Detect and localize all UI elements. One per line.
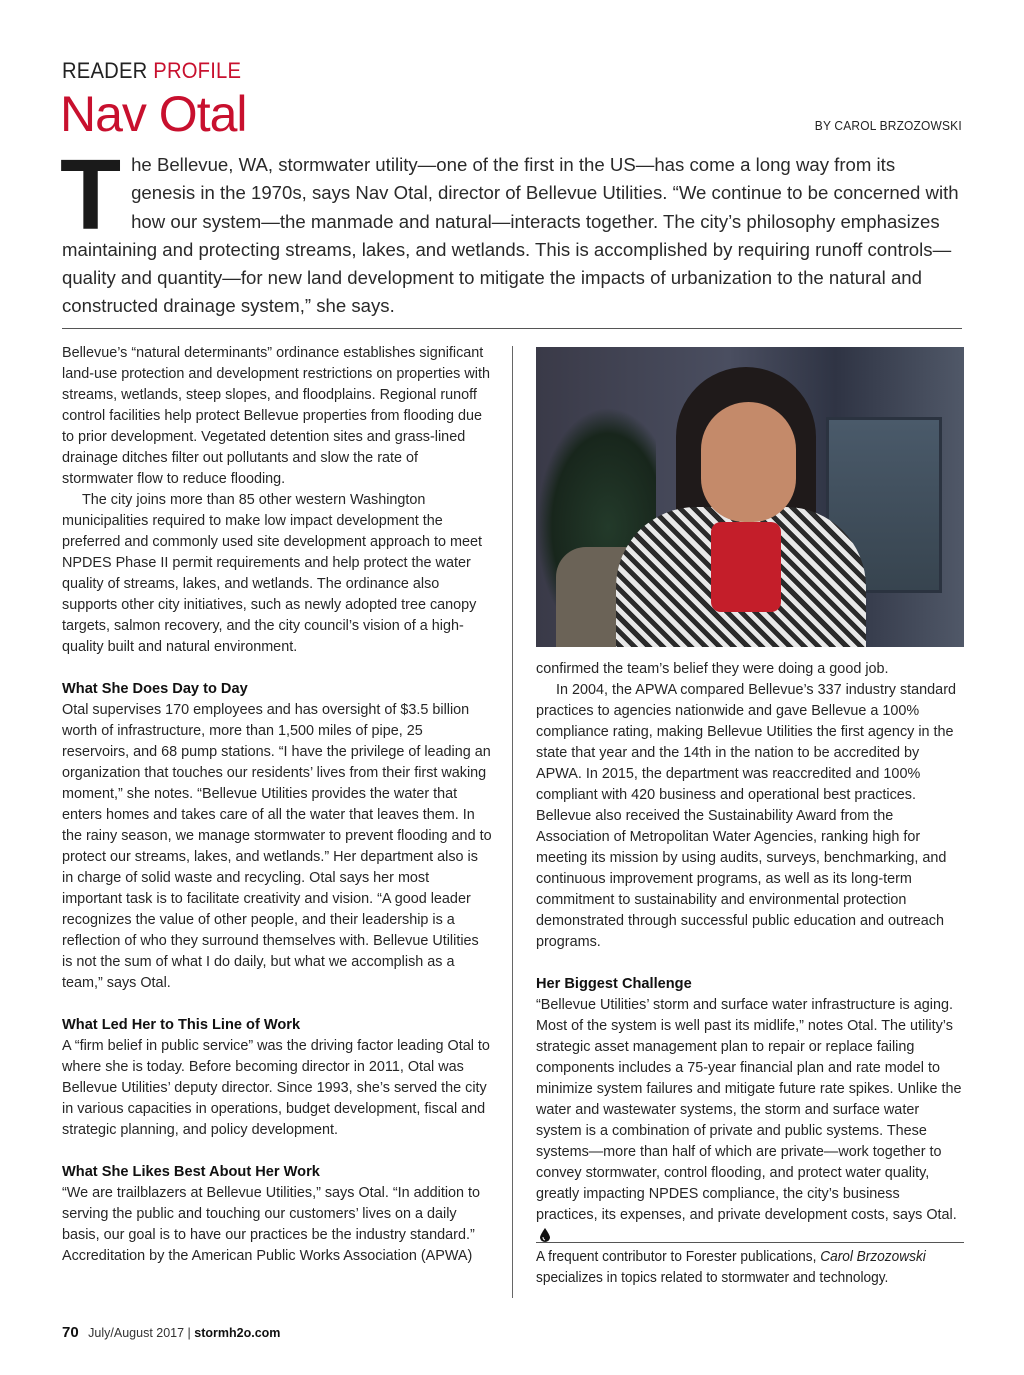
column-divider bbox=[512, 346, 513, 1298]
site-url: stormh2o.com bbox=[194, 1326, 281, 1340]
subheading-line-of-work: What Led Her to This Line of Work bbox=[62, 1017, 301, 1033]
drop-cap: T bbox=[60, 139, 122, 251]
kicker-reader: READER bbox=[62, 58, 148, 83]
body-paragraph: A “firm belief in public service” was the driving factor leading Otal to where she is today. Before becoming director in 2011, Otal was Bellevue Utilities’ deputy director. Since 1993, she’s served the city in various capacities in operations, budget development, fiscal and strategic planning, and policy development. bbox=[62, 1038, 490, 1138]
page-number: 70 bbox=[62, 1324, 79, 1341]
issue-date: July/August 2017 | bbox=[88, 1326, 191, 1340]
bio-prefix: A frequent contributor to Forester publications, bbox=[536, 1249, 817, 1265]
body-paragraph bbox=[536, 995, 964, 1247]
kicker-profile: PROFILE bbox=[153, 58, 242, 83]
bio-divider bbox=[536, 1242, 964, 1243]
bio-author-name: Carol Brzozowski bbox=[820, 1249, 926, 1265]
bio-suffix: specializes in topics related to stormwater and technology. bbox=[536, 1270, 889, 1286]
lead-text: he Bellevue, WA, stormwater utility—one of the first in the US—has come a long way from its genesis in the 1970s, says Nav Otal, director of Bellevue Utilities. “We continue to be concerned with how our system—the manmade and natural—interacts together. The city’s philosophy emphasizes maintaining and protecting streams, lakes, and wetlands. This is accomplished by requiring runoff controls—quality and quantity—for new land development to mitigate the impacts of urbanization to the natural and constructed drainage system,” she says. bbox=[62, 154, 959, 317]
body-paragraph: In 2004, the APWA compared Bellevue’s 337 industry standard practices to agencies nationwide and gave Bellevue a 100% compliance rating, making Bellevue Utilities the first agency in the state that year and the 14th in the nation to be accredited by APWA. In 2015, the department was reaccredited and 100% compliant with 420 business and operational best practices. Bellevue also received the Sustainability Award from the Association of Metropolitan Water Agencies, ranking high for meeting its mission by using audits, surveys, benchmarking, and continuous improvement programs, as well as its long-term commitment to sustainability and environmental protection demonstrated through successful public education and outreach programs. bbox=[536, 682, 956, 950]
body-paragraph: Bellevue’s “natural determinants” ordinance establishes significant land-use protection and development restrictions on properties with streams, wetlands, steep slopes, and floodplains. Regional runoff control facilities help protect Bellevue properties from flooding due to prior development. Vegetated detention sites and grass-lined drainage ditches filter out pollutants and slow the rate of stormwater flow to reduce flooding. bbox=[62, 345, 490, 487]
subheading-biggest-challenge: Her Biggest Challenge bbox=[536, 976, 692, 992]
section-divider bbox=[62, 328, 962, 329]
body-paragraph: “We are trailblazers at Bellevue Utilities,” says Otal. “In addition to serving the public and touching our customers’ lives on a daily basis, our goal is to have our practices be the industry standard.” Accreditation by the American Public Works Association (APWA) bbox=[62, 1185, 481, 1264]
right-column bbox=[536, 659, 964, 1247]
left-column bbox=[62, 343, 492, 1267]
page-footer bbox=[62, 1324, 280, 1341]
section-kicker bbox=[62, 58, 241, 84]
body-paragraph: The city joins more than 85 other western Washington municipalities required to make low impact development the preferred and commonly used site development approach to meet NPDES Phase II permit requirements and help protect the water quality of streams, lakes, and wetlands. The ordinance also supports other city initiatives, such as newly adopted tree canopy targets, salmon recovery, and the city council’s vision of a high-quality built and natural environment. bbox=[62, 492, 482, 655]
body-paragraph: Otal supervises 170 employees and has oversight of $3.5 billion worth of infrastructure, more than 1,500 miles of pipe, 25 reservoirs, and 68 pump stations. “I have the privilege of leading an organization that touches our residents’ lives from their first waking moment,” she notes. “Bellevue Utilities provides the water that enters homes and takes care of all the water that leaves them. In the rainy season, we manage stormwater to prevent flooding and to protect our streams, lakes, and wetlands.” Her department also is in charge of solid waste and recycling. Otal says her most important task is to facilitate creativity and vision. “A good leader recognizes the value of other people, and their leadership is a reflection of who they surround themselves with. Bellevue Utilities is not the sum of what I do daily, but what we accomplish as a team,” says Otal. bbox=[62, 702, 492, 991]
subheading-likes-best: What She Likes Best About Her Work bbox=[62, 1164, 320, 1180]
subheading-day-to-day: What She Does Day to Day bbox=[62, 681, 248, 697]
water-drop-icon bbox=[540, 1228, 550, 1242]
body-text: “Bellevue Utilities’ storm and surface water infrastructure is aging. Most of the system is well past its midlife,” notes Otal. The utility’s strategic asset management plan to repair or replace failing components includes a 75-year financial plan and rate model to minimize system failures and mitigate future rate spikes. Unlike the water and wastewater systems, the storm and surface water system is a combination of private and public systems. These systems—more than half of which are private—work together to convey stormwater, control flooding, and protect water quality, greatly impacting NPDES compliance, the city’s business practices, its expenses, and private development costs, says Otal. bbox=[536, 997, 962, 1223]
article-title: Nav Otal bbox=[60, 86, 247, 142]
author-bio bbox=[536, 1247, 945, 1289]
portrait-photo bbox=[536, 347, 964, 647]
body-paragraph: confirmed the team’s belief they were doing a good job. bbox=[536, 661, 889, 677]
lead-paragraph bbox=[60, 139, 962, 321]
byline: BY CAROL BRZOZOWSKI bbox=[814, 118, 962, 133]
